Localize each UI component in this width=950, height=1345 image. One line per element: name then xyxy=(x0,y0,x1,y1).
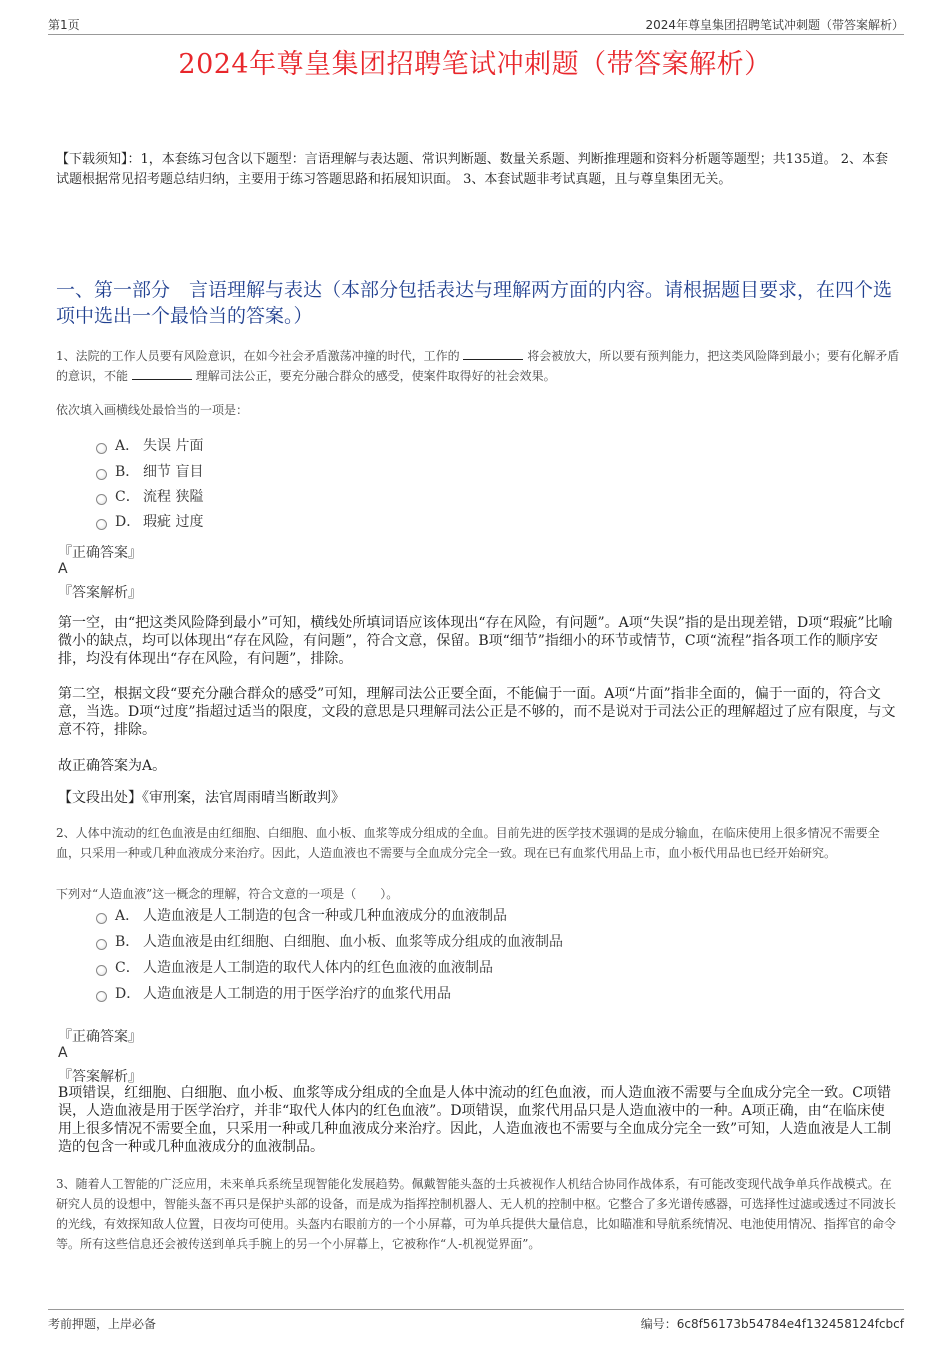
q1-option-a[interactable]: A． 失误 片面 xyxy=(96,436,203,456)
question-1-text-b: 将会被放大，所以要有预判能力，把这类风险降到最小；要有化解矛盾的意识，不能 xyxy=(56,349,900,383)
q2-analysis-label: 『答案解析』 xyxy=(58,1069,142,1085)
page-title: 2024年尊皇集团招聘笔试冲刺题（带答案解析） xyxy=(178,49,772,80)
radio-icon[interactable] xyxy=(96,913,107,924)
question-1-prompt: 依次填入画横线处最恰当的一项是： xyxy=(56,403,249,417)
q1-option-b[interactable]: B． 细节 盲目 xyxy=(96,462,203,482)
q1-analysis-paragraph: 第二空，根据文段“要充分融合群众的感受”可知，理解司法公正要全面，不能偏于一面。A项“片面”指非全面的，偏于一面的，符合文意，当选。D项“过度”指超过适当的限度，文段的意思是只理解司法公正是不够的，而不是说对于司法公正的理解超过了应有限度，与文意不符，排除。 xyxy=(58,686,896,738)
footer-slogan: 考前押题，上岸必备 xyxy=(48,1317,157,1331)
q2-option-c[interactable]: C． 人造血液是人工制造的取代人体内的红色血液的血液制品 xyxy=(96,958,493,978)
page-number: 第1页 xyxy=(48,18,80,32)
download-notice: 【下载须知】：1，本套练习包含以下题型：言语理解与表达题、常识判断题、数量关系题、判断推理题和资料分析题等题型；共135道。 2、本套试题根据常见招考题总结归纳，主要用于练习答题思路和拓展知识面。 3、本套试题非考试真题，且与尊皇集团无关。 xyxy=(56,152,888,187)
radio-icon[interactable] xyxy=(96,443,107,454)
q1-option-c[interactable]: C． 流程 狭隘 xyxy=(96,487,203,507)
q1-analysis-label: 『答案解析』 xyxy=(58,585,142,601)
radio-icon[interactable] xyxy=(96,494,107,505)
q2-option-a[interactable]: A． 人造血液是人工制造的包含一种或几种血液成分的血液制品 xyxy=(96,906,507,926)
question-2-text: 2、人体中流动的红色血液是由红细胞、白细胞、血小板、血浆等成分组成的全血。目前先进的医学技术强调的是成分输血，在临床使用上很多情况不需要全血，只采用一种或几种血液成分来治疗。因此，人造血液也不需要与全血成分完全一致。现在已有血浆代用品上市，血小板代用品也已经开始研究。 xyxy=(56,826,880,860)
section-heading: 一、第一部分 言语理解与表达（本部分包括表达与理解两方面的内容。请根据题目要求，在四个选项中选出一个最恰当的答案。） xyxy=(56,279,893,327)
q1-option-d[interactable]: D． 瑕疵 过度 xyxy=(96,512,203,532)
footer-serial: 编号：6c8f56173b54784e4f132458124fcbcf xyxy=(640,1317,904,1331)
radio-icon[interactable] xyxy=(96,965,107,976)
q2-option-d[interactable]: D． 人造血液是人工制造的用于医学治疗的血浆代用品 xyxy=(96,984,451,1004)
question-1-text xyxy=(56,346,900,386)
q2-answer: A xyxy=(58,1045,68,1061)
radio-icon[interactable] xyxy=(96,469,107,480)
header-doc-title: 2024年尊皇集团招聘笔试冲刺题（带答案解析） xyxy=(645,18,904,32)
page-footer xyxy=(48,1309,904,1330)
radio-icon[interactable] xyxy=(96,939,107,950)
q2-answer-label: 『正确答案』 xyxy=(58,1029,142,1045)
question-2-prompt: 下列对“人造血液”这一概念的理解，符合文意的一项是（ ）。 xyxy=(56,887,399,901)
q1-conclusion: 故正确答案为A。 xyxy=(58,758,167,774)
q1-answer: A xyxy=(58,561,68,577)
fill-blank-2 xyxy=(132,367,192,380)
q1-source: 【文段出处】《审刑案，法官周雨晴当断敢判》 xyxy=(58,790,345,806)
radio-icon[interactable] xyxy=(96,519,107,530)
radio-icon[interactable] xyxy=(96,991,107,1002)
q2-option-b[interactable]: B． 人造血液是由红细胞、白细胞、血小板、血浆等成分组成的血液制品 xyxy=(96,932,563,952)
question-1-text-a: 1、法院的工作人员要有风险意识，在如今社会矛盾激荡冲撞的时代，工作的 xyxy=(56,349,460,363)
page-header xyxy=(48,14,904,35)
q1-analysis-paragraph: 第一空，由“把这类风险降到最小”可知，横线处所填词语应该体现出“存在风险，有问题”。A项“失误”指的是出现差错，D项“瑕疵”比喻微小的缺点，均可以体现出“存在风险，有问题”，符合文意，保留。B项“细节”指细小的环节或情节，C项“流程”指各项工作的顺序安排，均没有体现出“存在风险，有问题”，排除。 xyxy=(58,615,893,667)
question-1-text-c: 理解司法公正，要充分融合群众的感受，使案件取得好的社会效果。 xyxy=(195,369,556,383)
q2-analysis-paragraph: B项错误，红细胞、白细胞、血小板、血浆等成分组成的全血是人体中流动的红色血液，而人造血液不需要与全血成分完全一致。C项错误，人造血液是用于医学治疗，并非“取代人体内的红色血液”。D项错误，血浆代用品只是人造血液中的一种。A项正确，由“在临床使用上很多情况不需要全血，只采用一种或几种血液成分来治疗。因此，人造血液也不需要与全血成分完全一致”可知，人造血液是人工制造的包含一种或几种血液成分的血液制品。 xyxy=(58,1085,892,1155)
fill-blank-1 xyxy=(463,347,523,360)
q1-answer-label: 『正确答案』 xyxy=(58,545,142,561)
question-3-text: 3、随着人工智能的广泛应用，未来单兵系统呈现智能化发展趋势。佩戴智能头盔的士兵被视作人机结合协同作战体系，有可能改变现代战争单兵作战模式。在研究人员的设想中，智能头盔不再只是保护头部的设备，而是成为指挥控制机器人、无人机的控制中枢。它整合了多光谱传感器，可选择性过滤或透过不同波长的光线，有效探知敌人位置，日夜均可使用。头盔内右眼前方的一个小屏幕，可为单兵提供大量信息，比如瞄准和导航系统情况、电池使用情况、指挥官的命令等。所有这些信息还会被传送到单兵手腕上的另一个小屏幕上，它被称作“人-机视觉界面”。 xyxy=(56,1177,897,1251)
